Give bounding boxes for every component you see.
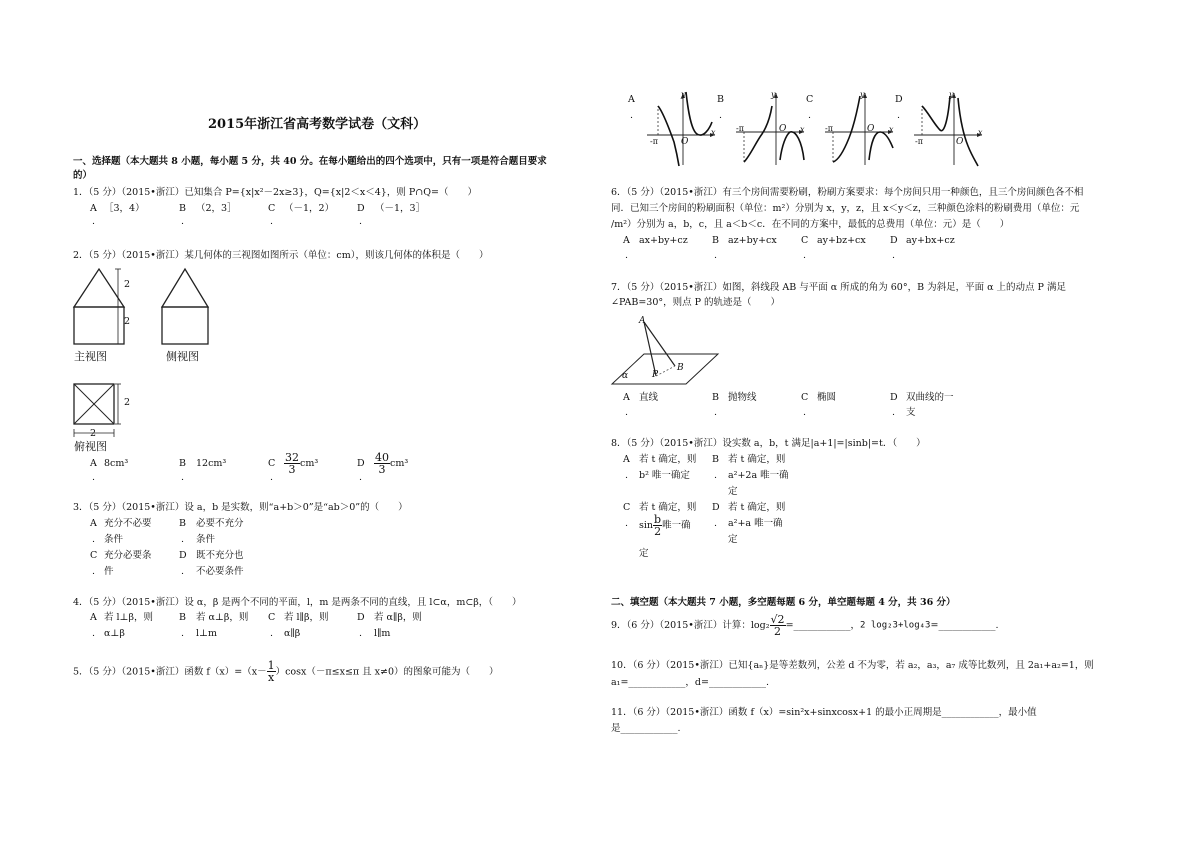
q8-option-b-cont2: 定 [728,486,738,497]
q11-line-1: 11．（6 分）（2015•浙江）函数 f（x）=sin²x+sinxcosx+1 的最小正周期是____________，最小值 [611,707,1037,718]
q4-stem: 4．（5 分）（2015•浙江）设 α，β 是两个不同的平面，l，m 是两条不同的直线，且 l⊂α，m⊂β，（ ） [73,597,522,608]
q4-dot: . [270,628,274,639]
q3-option-d: 既不充分也 [196,550,244,561]
q4-dot: . [359,628,363,639]
q5-graph-d-y: y [949,90,954,99]
q8-option-b-key: B [712,454,719,465]
q7-dot: . [625,407,629,418]
q8-option-d-cont2: 定 [728,534,738,545]
q2-option-a: 8cm³ [104,458,129,469]
q4-option-d-key: D [357,612,365,623]
q4-option-d: 若 α∥β，则 [374,612,422,623]
q2-dim-4: 2 [90,428,97,439]
q5-dot: . [719,110,723,121]
q7-option-c-key: C [801,392,809,403]
q5-graph-b [734,90,806,168]
front-view-square [74,307,124,344]
section-1-heading: 一、选择题（本大题共 8 小题，每小题 5 分，共 40 分。在每小题给出的四个选项中，只有一项是符合题目要求 [73,156,547,167]
section-2-heading: 二、填空题（本大题共 7 小题，多空题每题 6 分，单空题每题 4 分，共 36 分） [611,597,956,608]
q5-graph-d-x: x [978,128,983,137]
q2-dot: . [181,472,185,483]
q8-option-c-key: C [623,502,631,513]
q6-line-3: /m²）分别为 a，b，c，且 a＜b＜c．在不同的方案中，最低的总费用（单位：元）是（ ） [611,219,1010,230]
q8-option-d-key: D [712,502,720,513]
q1-option-d-key: D [357,203,365,214]
q7-dot: . [892,407,896,418]
q5-graph-d-neg: -π [915,137,923,146]
q4-option-a-cont: α⊥β [104,628,125,639]
q8-option-d: 若 t 确定，则 [728,502,786,513]
q7-option-d: 双曲线的一 [906,392,954,403]
q2-option-b: 12cm³ [196,458,227,469]
q1-option-b-key: B [179,203,186,214]
q4-option-b: 若 α⊥β，则 [196,612,249,623]
q6-option-d-key: D [890,235,898,246]
q3-option-a: 充分不必要 [104,518,152,529]
q5-fraction: $\frac{1}{x}$ [267,659,275,684]
q7-option-a-key: A [623,392,630,403]
q2-option-c-key: C [268,458,276,469]
q6-option-c: ay+bz+cx [817,235,866,246]
q5-graph-a [645,90,717,168]
q7-plane-alpha: α [622,371,629,381]
q2-dot: . [92,472,96,483]
q6-option-b: az+by+cx [728,235,777,246]
q6-line-1: 6．（5 分）（2015•浙江）有三个房间需要粉刷，粉刷方案要求：每个房间只用一种颜色，且三个房间颜色各不相 [611,187,1084,198]
q4-option-b-key: B [179,612,186,623]
q8-option-b-cont: a²+2a 唯一确 [728,470,789,481]
q1-option-c-key: C [268,203,276,214]
q7-point-p: P [652,370,659,380]
q4-option-c: 若 l∥β，则 [284,612,329,623]
q8-dot: . [625,470,629,481]
q8-option-c: 若 t 确定，则 [639,502,697,513]
q7-option-c: 椭圆 [817,392,837,403]
q7-option-d-cont: 支 [906,407,916,418]
q10-line-2: a₁=____________，d=____________. [611,677,769,688]
q2-c-fraction: $\frac{32}{3}$ [285,451,299,476]
q2-stem: 2．（5 分）（2015•浙江）某几何体的三视图如图所示（单位：cm），则该几何体的体积是（ ） [73,250,489,261]
q3-option-c-key: C [90,550,98,561]
q5-graph-c-key: C [806,94,814,105]
q4-option-b-cont: l⊥m [196,628,217,639]
q5-graph-a-origin: O [681,137,689,147]
q1-dot: . [359,216,363,227]
q7-option-b-key: B [712,392,719,403]
q2-option-b-key: B [179,458,186,469]
q8-dot: . [714,518,718,529]
q2-dot: . [270,472,274,483]
q9-stem: 9．（6 分）（2015•浙江）计算：log₂ $\frac{√2}{2}$ =____________，2 log₂3+log₄3=____________. [611,613,999,638]
q5-graph-d-key: D [895,94,903,105]
q8-stem: 8．（5 分）（2015•浙江）设实数 a，b，t 满足|a+1|=|sinb|=t．（ ） [611,438,926,449]
q3-dot: . [181,566,185,577]
q2-dim-2: 2 [124,316,131,327]
q5-graph-c-x: x [889,125,894,134]
q3-option-d-cont: 不必要条件 [196,566,244,577]
side-view-square [162,307,208,344]
q5-graph-a-y: y [681,90,686,99]
q1-option-a: ［3，4） [104,203,145,214]
page-title: 2015年浙江省高考数学试卷（文科） [208,117,427,132]
q8-option-c-cont2: 定 [639,548,649,559]
q6-option-c-key: C [801,235,809,246]
q5-graph-c-neg: -π [825,124,833,133]
q3-option-b-cont: 条件 [196,534,216,545]
q6-dot: . [625,250,629,261]
q5-stem: 5．（5 分）（2015•浙江）函数 f（x）=（x－ $\frac{1}{x}$ ）cosx（－π≤x≤π 且 x≠0）的图象可能为（ ） [73,659,499,684]
q8-option-d-cont: a²+a 唯一确 [728,518,783,529]
q7-point-a: A [639,316,646,326]
q5-graph-b-y: y [771,90,776,99]
q7-option-b: 抛物线 [728,392,757,403]
q5-graph-a-key: A [628,94,635,105]
q8-option-a: 若 t 确定，则 [639,454,697,465]
q2-d-fraction: $\frac{40}{3}$ [375,451,389,476]
q5-graph-c-origin: O [867,124,875,134]
side-view-triangle [162,269,208,307]
q3-dot: . [92,566,96,577]
q1-option-b: （2，3］ [196,203,237,214]
q3-stem: 3．（5 分）（2015•浙江）设 a，b 是实数，则“a+b＞0”是“ab＞0”的（ ） [73,502,408,513]
q1-stem: 1．（5 分）（2015•浙江）已知集合 P={x|x²－2x≥3}，Q={x|2＜x＜4}，则 P∩Q=（ ） [73,187,477,198]
top-view-label: 俯视图 [74,440,107,453]
q3-option-a-cont: 条件 [104,534,124,545]
q8-dot: . [714,470,718,481]
q5-graph-d [912,90,984,168]
q1-dot: . [181,216,185,227]
q4-option-a: 若 l⊥β，则 [104,612,153,623]
q2-option-d-key: D [357,458,365,469]
q6-dot: . [803,250,807,261]
q2-dim-1: 2 [124,279,131,290]
q5-dot: . [897,110,901,121]
q1-dot: . [270,216,274,227]
q7-point-b: B [677,363,684,373]
q6-option-d: ay+bx+cz [906,235,955,246]
q3-option-a-key: A [90,518,97,529]
q3-option-d-key: D [179,550,187,561]
q4-dot: . [181,628,185,639]
q5-dot: . [808,110,812,121]
q3-option-b: 必要不充分 [196,518,244,529]
q10-line-1: 10．（6 分）（2015•浙江）已知{aₙ}是等差数列，公差 d 不为零，若 a₂，a₃，a₇ 成等比数列，且 2a₁+a₂=1，则 [611,660,1094,671]
q8-option-c-cont: sin $\frac{b}{2}$ 唯一确 [639,513,691,538]
q3-option-b-key: B [179,518,186,529]
q7-line-1: 7．（5 分）（2015•浙江）如图，斜线段 AB 与平面 α 所成的角为 60°，B 为斜足，平面 α 上的动点 P 满足 [611,282,1066,293]
q9-fraction: $\frac{√2}{2}$ [770,613,785,638]
q6-option-a-key: A [623,235,630,246]
q7-option-a: 直线 [639,392,659,403]
q6-dot: . [714,250,718,261]
q5-graph-b-x: x [800,125,805,134]
section-1-heading-cont: 的） [73,170,93,181]
q2-dot: . [359,472,363,483]
q3-dot: . [181,534,185,545]
q2-option-d: $\frac{40}{3}$ cm³ [375,451,409,476]
q3-dot: . [92,534,96,545]
q5-graph-c [823,90,895,168]
q4-option-a-key: A [90,612,97,623]
q3-option-c: 充分必要条 [104,550,152,561]
q5-dot: . [630,110,634,121]
q5-graph-d-origin: O [956,137,964,147]
q1-dot: . [92,216,96,227]
q7-line-2: ∠PAB=30°，则点 P 的轨迹是（ ） [611,297,781,308]
side-view-label: 侧视图 [166,350,199,363]
front-view-triangle [74,269,124,307]
q4-option-c-cont: α∥β [284,628,301,639]
q6-option-a: ax+by+cz [639,235,688,246]
q8-option-a-key: A [623,454,630,465]
q1-option-d: （－1，3］ [375,203,426,214]
q2-option-c: $\frac{32}{3}$ cm³ [285,451,319,476]
q5-graph-b-neg: -π [736,124,744,133]
q4-option-d-cont: l∥m [374,628,391,639]
q1-option-c: （－1，2） [284,203,335,214]
q2-option-a-key: A [90,458,97,469]
q6-dot: . [892,250,896,261]
q7-option-d-key: D [890,392,898,403]
q5-graph-a-neg: -π [650,137,658,146]
q7-dot: . [803,407,807,418]
q5-graph-b-key: B [717,94,724,105]
q6-line-2: 同．已知三个房间的粉刷面积（单位：m²）分别为 x，y，z，且 x＜y＜z，三种颜色涂料的粉刷费用（单位：元 [611,203,1080,214]
q4-dot: . [92,628,96,639]
q11-line-2: 是____________. [611,723,681,734]
q5-graph-a-x: x [711,128,716,137]
q4-option-c-key: C [268,612,276,623]
q8-option-b: 若 t 确定，则 [728,454,786,465]
front-view-label: 主视图 [74,350,107,363]
q3-option-c-cont: 件 [104,566,114,577]
q2-dim-3: 2 [124,397,131,408]
q5-graph-b-origin: O [779,124,787,134]
q1-option-a-key: A [90,203,97,214]
q5-graph-c-y: y [860,90,865,99]
q7-dot: . [714,407,718,418]
q6-option-b-key: B [712,235,719,246]
q8-dot: . [625,518,629,529]
q8-option-a-cont: b² 唯一确定 [639,470,690,481]
